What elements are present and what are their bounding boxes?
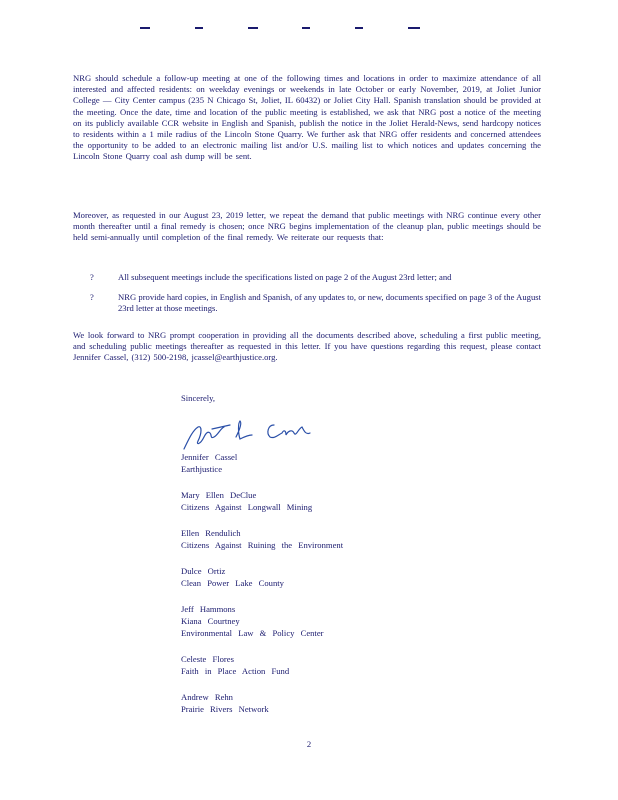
signer-name: Kiana Courtney: [181, 616, 240, 627]
bullet-text: NRG provide hard copies, in English and Spanish, of any updates to, or new, documents specified on page 3 of the August 23rd letter at those meetings.: [118, 292, 541, 314]
signer-name: Ellen Rendulich: [181, 528, 241, 539]
signer-organization: Faith in Place Action Fund: [181, 666, 290, 677]
signer-block: [181, 490, 343, 514]
signer-organization: Citizens Against Ruining the Environment: [181, 539, 344, 550]
signer-name: Mary Ellen DeClue: [181, 490, 257, 501]
signer-name: Jeff Hammons: [181, 604, 236, 615]
signer-organization: Prairie Rivers Network: [181, 704, 269, 715]
signer-name: Andrew Rehn: [181, 692, 233, 703]
signer-organization: Earthjustice: [181, 463, 223, 474]
closing-salutation: Sincerely,: [181, 393, 216, 403]
bullet-text: All subsequent meetings include the specifications listed on page 2 of the August 23rd letter; and: [118, 272, 452, 282]
paragraph-repeat-demand: Moreover, as requested in our August 23, 2019 letter, we repeat the demand that public meetings with NRG continue every other month thereafter until a final remedy is chosen; once NRG begins implementation of the cleanup plan, public meetings should be held semi-annually until completion of the final remedy. We reiterate our requests that:: [73, 210, 541, 243]
signer-name: Celeste Flores: [181, 654, 234, 665]
signer-block: [181, 604, 343, 639]
paragraph-meeting-request: NRG should schedule a follow-up meeting at one of the following times and locations in order to maximize attendance of all interested and affected residents: on weekday evenings or weekends in late October or early November, 2019, at Joliet Junior College — City Center campus (235 N Chicago St, Joliet, IL 60432) or Joliet City Hall. Spanish translation should be provided at the meeting. Once the date, time and location of the public meeting is established, we ask that NRG post a notice of the meeting on its publicly available CCR website in English and Spanish, publish the notice in the Joliet Herald-News, send hardcopy notices to residents within a 1 mile radius of the Lincoln Stone Quarry. We further ask that NRG offer residents and concerned attendees the opportunity to be added to an electronic mailing list and/or U.S. mailing list to which notices and updates concerning the Lincoln Stone Quarry coal ash dump will be sent.: [73, 73, 541, 162]
signer-organization: Clean Power Lake County: [181, 578, 284, 589]
signer-block: [181, 566, 343, 590]
paragraph-closing-request: We look forward to NRG prompt cooperation in providing all the documents described above, scheduling a first public meeting, and scheduling public meetings thereafter as requested in this letter. If you have questions regarding this request, please contact Jennifer Cassel, (312) 500-2198, jcassel@earthjustice.org.: [73, 330, 541, 363]
bullet-mark: ?: [90, 272, 94, 282]
signer-organization: Citizens Against Longwall Mining: [181, 501, 313, 512]
list-item: [73, 272, 541, 283]
signer-block: [181, 452, 343, 476]
signer-name: Jennifer Cassel: [181, 452, 238, 462]
request-list: [73, 272, 541, 324]
signers-list: [181, 452, 343, 730]
signer-organization: Environmental Law & Policy Center: [181, 627, 324, 638]
list-item: [73, 292, 541, 314]
signer-block: [181, 692, 343, 716]
signer-block: [181, 528, 343, 552]
signer-block: [181, 654, 343, 678]
signer-name: Dulce Ortiz: [181, 566, 226, 577]
bullet-mark: ?: [90, 292, 94, 303]
header-marks: [140, 27, 420, 33]
handwritten-signature: [178, 411, 318, 453]
page-number: 2: [306, 739, 312, 749]
